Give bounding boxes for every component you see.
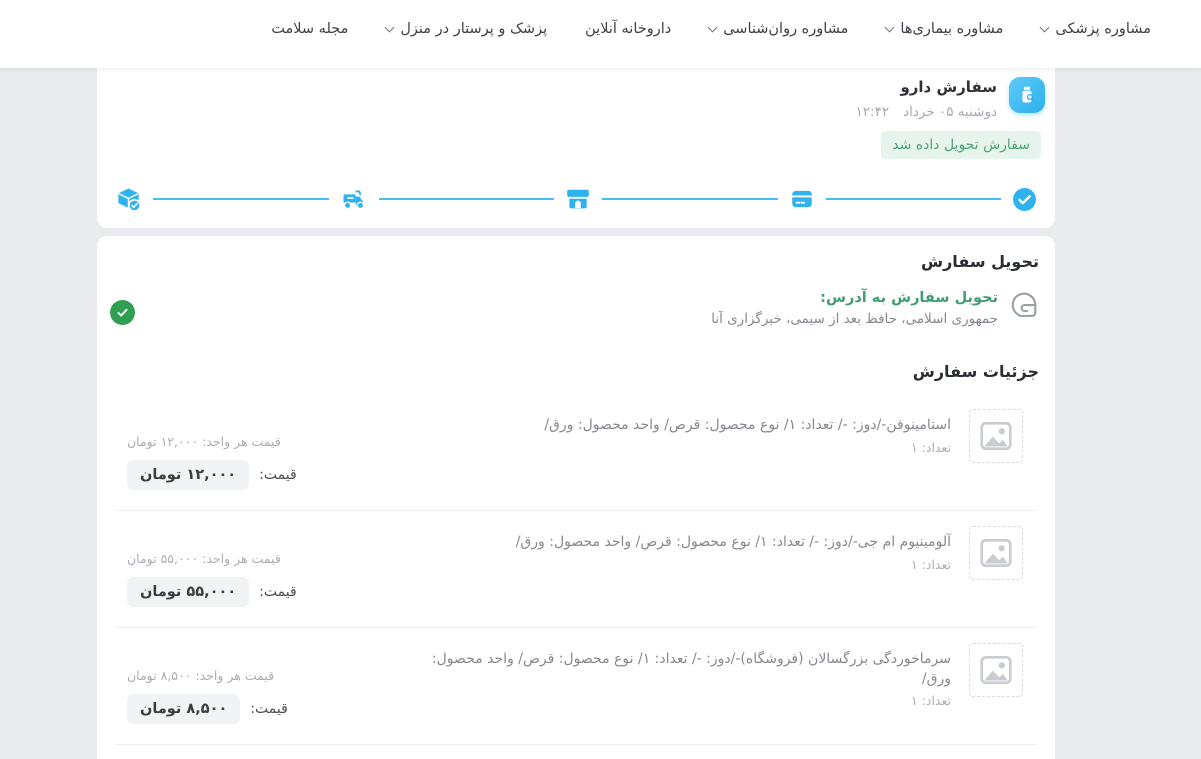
helmet-icon <box>1009 290 1039 320</box>
price-value: ۱۲,۰۰۰ تومان <box>127 460 249 490</box>
product-title: سرماخوردگی بزرگسالان (فروشگاه)-/دوز: -/ تعداد: ۱/ نوع محصول: قرص/ واحد محصول: ورق/ <box>431 651 951 687</box>
product-quantity: تعداد: ۱ <box>910 556 951 572</box>
progress-line <box>602 198 778 200</box>
nav-item-home-doctor-nurse[interactable] <box>386 21 547 37</box>
progress-line <box>153 198 329 200</box>
image-icon <box>977 417 1015 455</box>
product-pricing <box>127 668 288 724</box>
unit-price: قیمت هر واحد: ۵۵,۰۰۰ تومان <box>127 551 281 566</box>
medicine-bottle-icon <box>1009 77 1045 113</box>
order-item-row <box>115 511 1037 628</box>
delivery-address-block <box>711 290 1039 327</box>
nav-item-label: مشاوره پزشکی <box>1055 21 1151 37</box>
order-date: دوشنبه ۰۵ خرداد <box>903 104 997 120</box>
price-label: قیمت: <box>250 701 288 717</box>
nav-item-label: پزشک و پرستار در منزل <box>400 21 548 37</box>
step-delivered <box>115 186 142 213</box>
nav-item-health-magazine[interactable] <box>271 21 348 37</box>
product-image-placeholder <box>969 643 1023 697</box>
order-datetime <box>856 104 997 120</box>
delivery-address-text: جمهوری اسلامی، حافظ بعد از سیمی، خبرگزاری آنا <box>711 311 998 327</box>
step-pharmacy <box>565 186 591 212</box>
package-check-icon <box>115 186 142 213</box>
order-summary-card <box>97 68 1055 228</box>
price-label: قیمت: <box>259 467 297 483</box>
product-pricing <box>127 551 297 607</box>
price-label: قیمت: <box>259 584 297 600</box>
image-icon <box>977 651 1015 689</box>
step-order-registered <box>1012 187 1037 212</box>
order-head <box>856 77 1045 120</box>
product-image-placeholder <box>969 409 1023 463</box>
unit-price: قیمت هر واحد: ۱۲,۰۰۰ تومان <box>127 434 281 449</box>
unit-price: قیمت هر واحد: ۸,۵۰۰ تومان <box>127 668 275 683</box>
product-title: استامینوفن-/دوز: -/ تعداد: ۱/ نوع محصول: قرص/ واحد محصول: ورق/ <box>544 417 951 433</box>
order-item-row <box>115 394 1037 511</box>
chevron-down-icon <box>885 23 895 33</box>
product-quantity: تعداد: ۱ <box>910 693 951 709</box>
product-quantity: تعداد: ۱ <box>910 439 951 455</box>
delivery-section-title: تحویل سفارش <box>921 252 1039 271</box>
nav-item-label: مجله سلامت <box>271 21 349 37</box>
image-icon <box>977 534 1015 572</box>
nav-item-psychology-consultation[interactable] <box>709 21 848 37</box>
price-value: ۸,۵۰۰ تومان <box>127 694 240 724</box>
nav-item-label: مشاوره روان‌شناسی <box>723 21 849 37</box>
order-title: سفارش دارو <box>900 78 997 96</box>
nav-item-label: مشاوره بیماری‌ها <box>900 21 1004 37</box>
product-pricing <box>127 434 297 490</box>
progress-line <box>379 198 555 200</box>
store-icon <box>565 186 591 212</box>
nav-item-disease-consultation[interactable] <box>886 21 1003 37</box>
chevron-down-icon <box>708 23 718 33</box>
delivery-scooter-icon <box>340 185 368 213</box>
nav-item-online-pharmacy[interactable] <box>585 21 671 37</box>
step-shipping <box>340 185 368 213</box>
delivery-address-label: تحویل سفارش به آدرس: <box>820 290 998 306</box>
delivered-check-icon <box>110 300 135 325</box>
nav-item-medical-consultation[interactable] <box>1041 21 1151 37</box>
nav-item-label: داروخانه آنلاین <box>585 21 672 37</box>
order-item-row <box>115 628 1037 745</box>
order-progress-tracker <box>115 184 1037 214</box>
order-delivery-card <box>97 236 1055 759</box>
main-nav <box>271 0 1151 58</box>
order-time: ۱۲:۴۲ <box>855 104 890 120</box>
top-navigation-bar <box>0 0 1201 68</box>
chevron-down-icon <box>385 23 395 33</box>
pos-terminal-icon <box>789 186 815 212</box>
chevron-down-icon <box>1040 23 1050 33</box>
progress-line <box>826 198 1002 200</box>
status-badge: سفارش تحویل داده شد <box>881 131 1041 159</box>
product-image-placeholder <box>969 526 1023 580</box>
check-circle-icon <box>1012 187 1037 212</box>
step-payment <box>789 186 815 212</box>
product-title: آلومینیوم ام جی-/دوز: -/ تعداد: ۱/ نوع محصول: قرص/ واحد محصول: ورق/ <box>515 534 951 550</box>
price-value: ۵۵,۰۰۰ تومان <box>127 577 249 607</box>
order-items-list <box>115 394 1037 745</box>
details-section-title: جزئیات سفارش <box>912 362 1039 381</box>
